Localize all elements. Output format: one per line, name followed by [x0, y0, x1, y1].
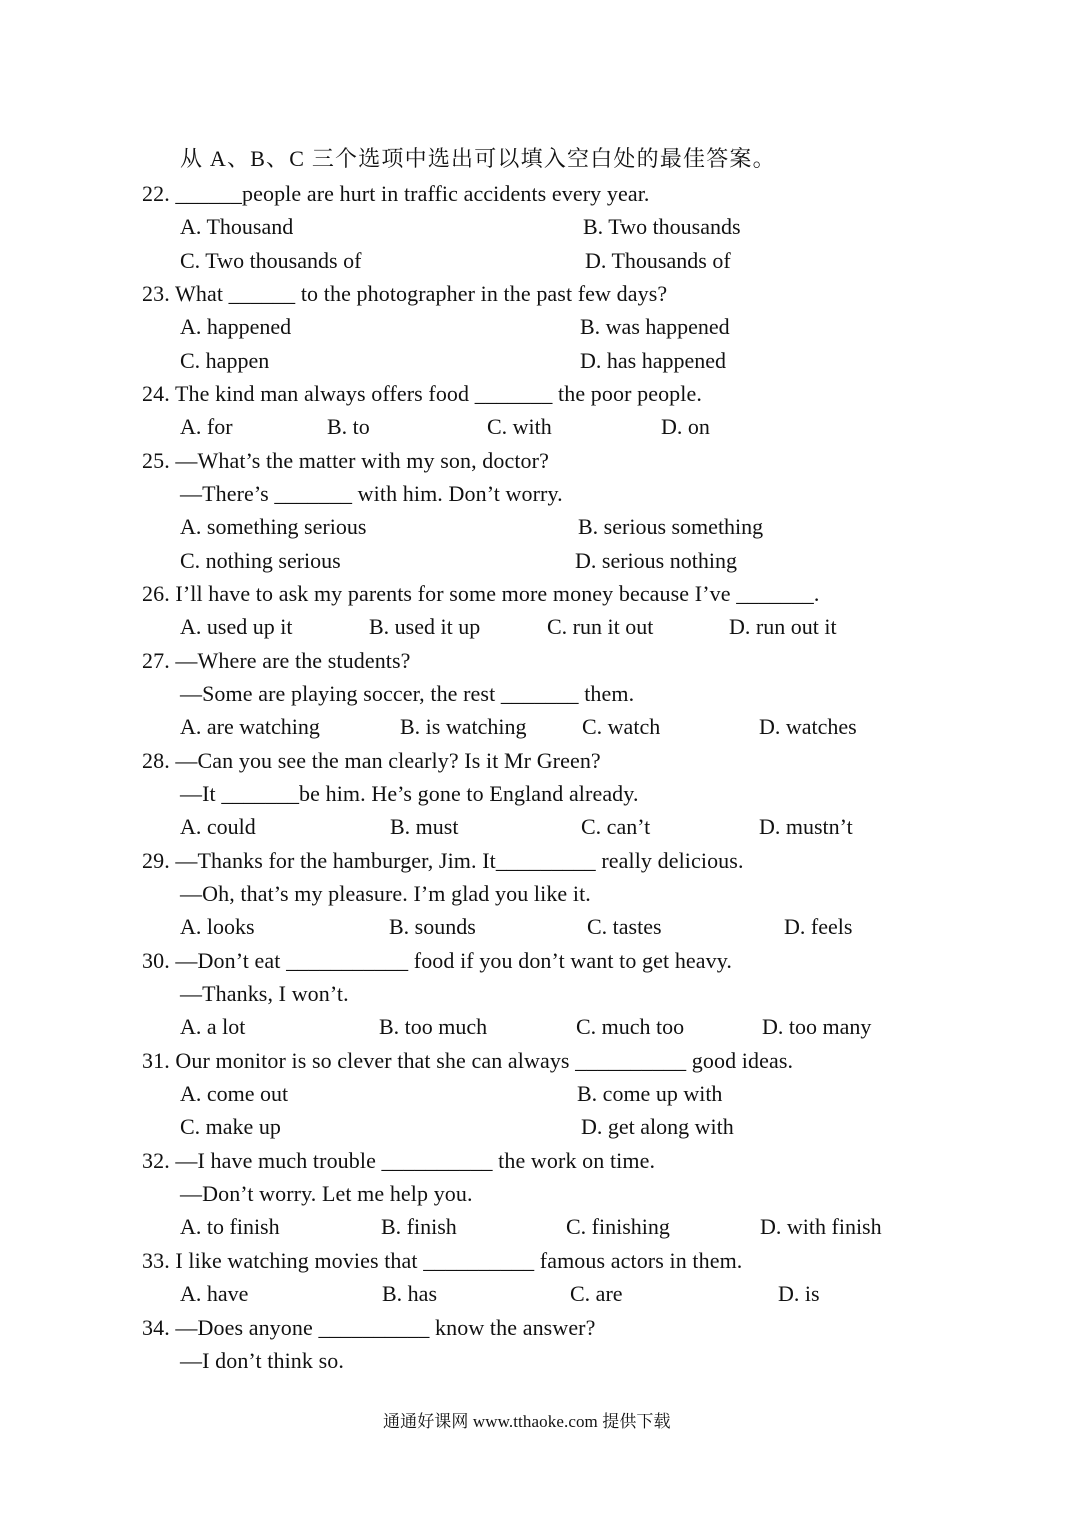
q24-option-c: C. with — [487, 414, 552, 439]
question-34-reply: —I don’t think so. — [180, 1348, 344, 1373]
question-28-reply: —It _______be him. He’s gone to England already. — [180, 781, 639, 806]
q23-option-a: A. happened — [180, 314, 292, 339]
q29-option-a: A. looks — [180, 914, 255, 939]
question-30-reply: —Thanks, I won’t. — [180, 981, 349, 1006]
q27-option-a: A. are watching — [180, 714, 320, 739]
q25-option-a: A. something serious — [180, 514, 367, 539]
q29-option-c: C. tastes — [587, 914, 662, 939]
question-27-stem: 27. —Where are the students? — [142, 648, 411, 673]
question-25-reply: —There’s _______ with him. Don’t worry. — [180, 481, 563, 506]
q24-option-a: A. for — [180, 414, 233, 439]
q29-option-b: B. sounds — [389, 914, 476, 939]
question-28-stem: 28. —Can you see the man clearly? Is it Mr Green? — [142, 748, 601, 773]
q33-option-c: C. are — [570, 1281, 623, 1306]
question-29-reply: —Oh, that’s my pleasure. I’m glad you like it. — [180, 881, 591, 906]
question-32-stem: 32. —I have much trouble __________ the work on time. — [142, 1148, 656, 1173]
instruction-text: 从 A、B、C 三个选项中选出可以填入空白处的最佳答案。 — [180, 146, 776, 171]
question-32-reply: —Don’t worry. Let me help you. — [180, 1181, 473, 1206]
q27-option-b: B. is watching — [400, 714, 527, 739]
q28-option-d: D. mustn’t — [759, 814, 853, 839]
q22-option-c: C. Two thousands of — [180, 248, 362, 273]
q33-option-a: A. have — [180, 1281, 249, 1306]
q25-option-c: C. nothing serious — [180, 548, 341, 573]
question-34-stem: 34. —Does anyone __________ know the answer? — [142, 1315, 596, 1340]
q23-option-c: C. happen — [180, 348, 270, 373]
q26-option-a: A. used up it — [180, 614, 293, 639]
q32-option-c: C. finishing — [566, 1214, 670, 1239]
q31-option-c: C. make up — [180, 1114, 281, 1139]
q32-option-d: D. with finish — [760, 1214, 882, 1239]
q29-option-d: D. feels — [784, 914, 853, 939]
question-31-stem: 31. Our monitor is so clever that she can always __________ good ideas. — [142, 1048, 794, 1073]
q31-option-b: B. come up with — [577, 1081, 723, 1106]
q27-option-c: C. watch — [582, 714, 661, 739]
q32-option-a: A. to finish — [180, 1214, 280, 1239]
q27-option-d: D. watches — [759, 714, 857, 739]
q30-option-a: A. a lot — [180, 1014, 246, 1039]
q33-option-b: B. has — [382, 1281, 437, 1306]
q22-option-a: A. Thousand — [180, 214, 294, 239]
q30-option-c: C. much too — [576, 1014, 685, 1039]
q26-option-c: C. run it out — [547, 614, 654, 639]
q26-option-b: B. used it up — [369, 614, 481, 639]
question-22-stem: 22. ______people are hurt in traffic accidents every year. — [142, 181, 650, 206]
q23-option-d: D. has happened — [580, 348, 727, 373]
q25-option-d: D. serious nothing — [575, 548, 737, 573]
question-24-stem: 24. The kind man always offers food _______ the poor people. — [142, 381, 702, 406]
q28-option-b: B. must — [390, 814, 459, 839]
q24-option-b: B. to — [327, 414, 370, 439]
question-23-stem: 23. What ______ to the photographer in the past few days? — [142, 281, 668, 306]
question-33-stem: 33. I like watching movies that __________ famous actors in them. — [142, 1248, 743, 1273]
q23-option-b: B. was happened — [580, 314, 730, 339]
q31-option-a: A. come out — [180, 1081, 289, 1106]
question-26-stem: 26. I’ll have to ask my parents for some more money because I’ve _______. — [142, 581, 820, 606]
q24-option-d: D. on — [661, 414, 710, 439]
q33-option-d: D. is — [778, 1281, 820, 1306]
question-29-stem: 29. —Thanks for the hamburger, Jim. It_________ really delicious. — [142, 848, 744, 873]
q31-option-d: D. get along with — [581, 1114, 734, 1139]
q28-option-c: C. can’t — [581, 814, 651, 839]
q32-option-b: B. finish — [381, 1214, 457, 1239]
q25-option-b: B. serious something — [578, 514, 764, 539]
question-27-reply: —Some are playing soccer, the rest _______ them. — [180, 681, 635, 706]
page-footer: 通通好课网 www.tthaoke.com 提供下载 — [383, 1412, 671, 1431]
q22-option-b: B. Two thousands — [583, 214, 741, 239]
q30-option-b: B. too much — [379, 1014, 488, 1039]
q30-option-d: D. too many — [762, 1014, 872, 1039]
q28-option-a: A. could — [180, 814, 256, 839]
q26-option-d: D. run out it — [729, 614, 837, 639]
q22-option-d: D. Thousands of — [585, 248, 731, 273]
question-30-stem: 30. —Don’t eat ___________ food if you don’t want to get heavy. — [142, 948, 733, 973]
question-25-stem: 25. —What’s the matter with my son, doctor? — [142, 448, 549, 473]
